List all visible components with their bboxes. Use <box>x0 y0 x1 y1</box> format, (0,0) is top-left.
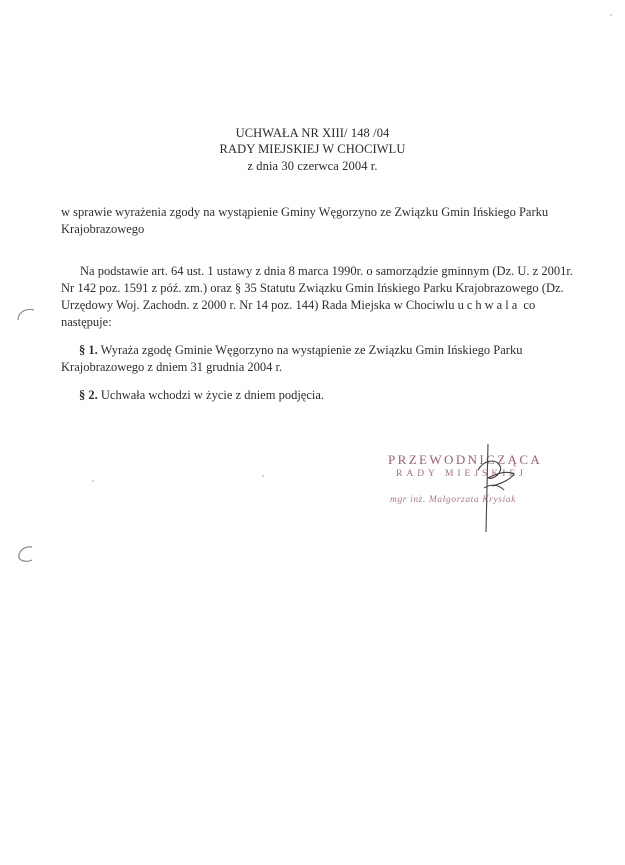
scan-speck <box>262 475 264 477</box>
section-2 <box>61 387 581 404</box>
stamp-council: RADY MIEJSKIEJ <box>396 469 527 479</box>
legal-basis-text: Na podstawie art. 64 ust. 1 ustawy z dnia 8 marca 1990r. o samorządzie gminnym (Dz. U. z 2001r. Nr 142 poz. 1591 z póź. zm.) oraz § 35 Statutu Związku Gmin Ińskiego Parku Krajobrazowego (Dz. Urzędowy Woj. Zachodn. z 2000 r. Nr 14 poz. 144) Rada Miejska w Chociwlu <box>61 264 573 312</box>
resolution-number: UCHWAŁA NR XIII/ 148 /04 <box>235 126 390 140</box>
section-1-text: Wyraża zgodę Gminie Węgorzyno na wystąpienie ze Związku Gmin Ińskiego Parku Krajobrazowego z dniem 31 grudnia 2004 r. <box>61 343 523 374</box>
section-2-mark: § 2. <box>79 388 98 402</box>
council-name: RADY MIEJSKIEJ W CHOCIWLU <box>219 142 406 156</box>
handwritten-signature <box>470 440 530 535</box>
resolution-date: z dnia 30 czerwca 2004 r. <box>247 159 378 173</box>
legal-basis-ending: co następuje: <box>61 298 536 329</box>
scan-speck <box>92 480 94 482</box>
section-1-mark: § 1. <box>79 343 98 357</box>
binder-hole-mark-icon <box>14 306 38 326</box>
resolves-word: uchwala <box>457 298 521 312</box>
binder-hole-mark-icon <box>14 544 38 564</box>
stamp-title: PRZEWODNICZĄCA <box>388 452 543 467</box>
section-2-text: Uchwała wchodzi w życie z dniem podjęcia. <box>97 388 325 402</box>
resolution-subject: w sprawie wyrażenia zgody na wystąpienie Gminy Węgorzyno ze Związku Gmin Ińskiego Parku Krajobrazowego <box>61 205 549 236</box>
scan-speck <box>610 14 612 16</box>
stamp-person-name: mgr inż. Małgorzata Krysiak <box>390 495 516 505</box>
legal-basis-paragraph <box>61 263 581 331</box>
section-1 <box>61 342 581 376</box>
